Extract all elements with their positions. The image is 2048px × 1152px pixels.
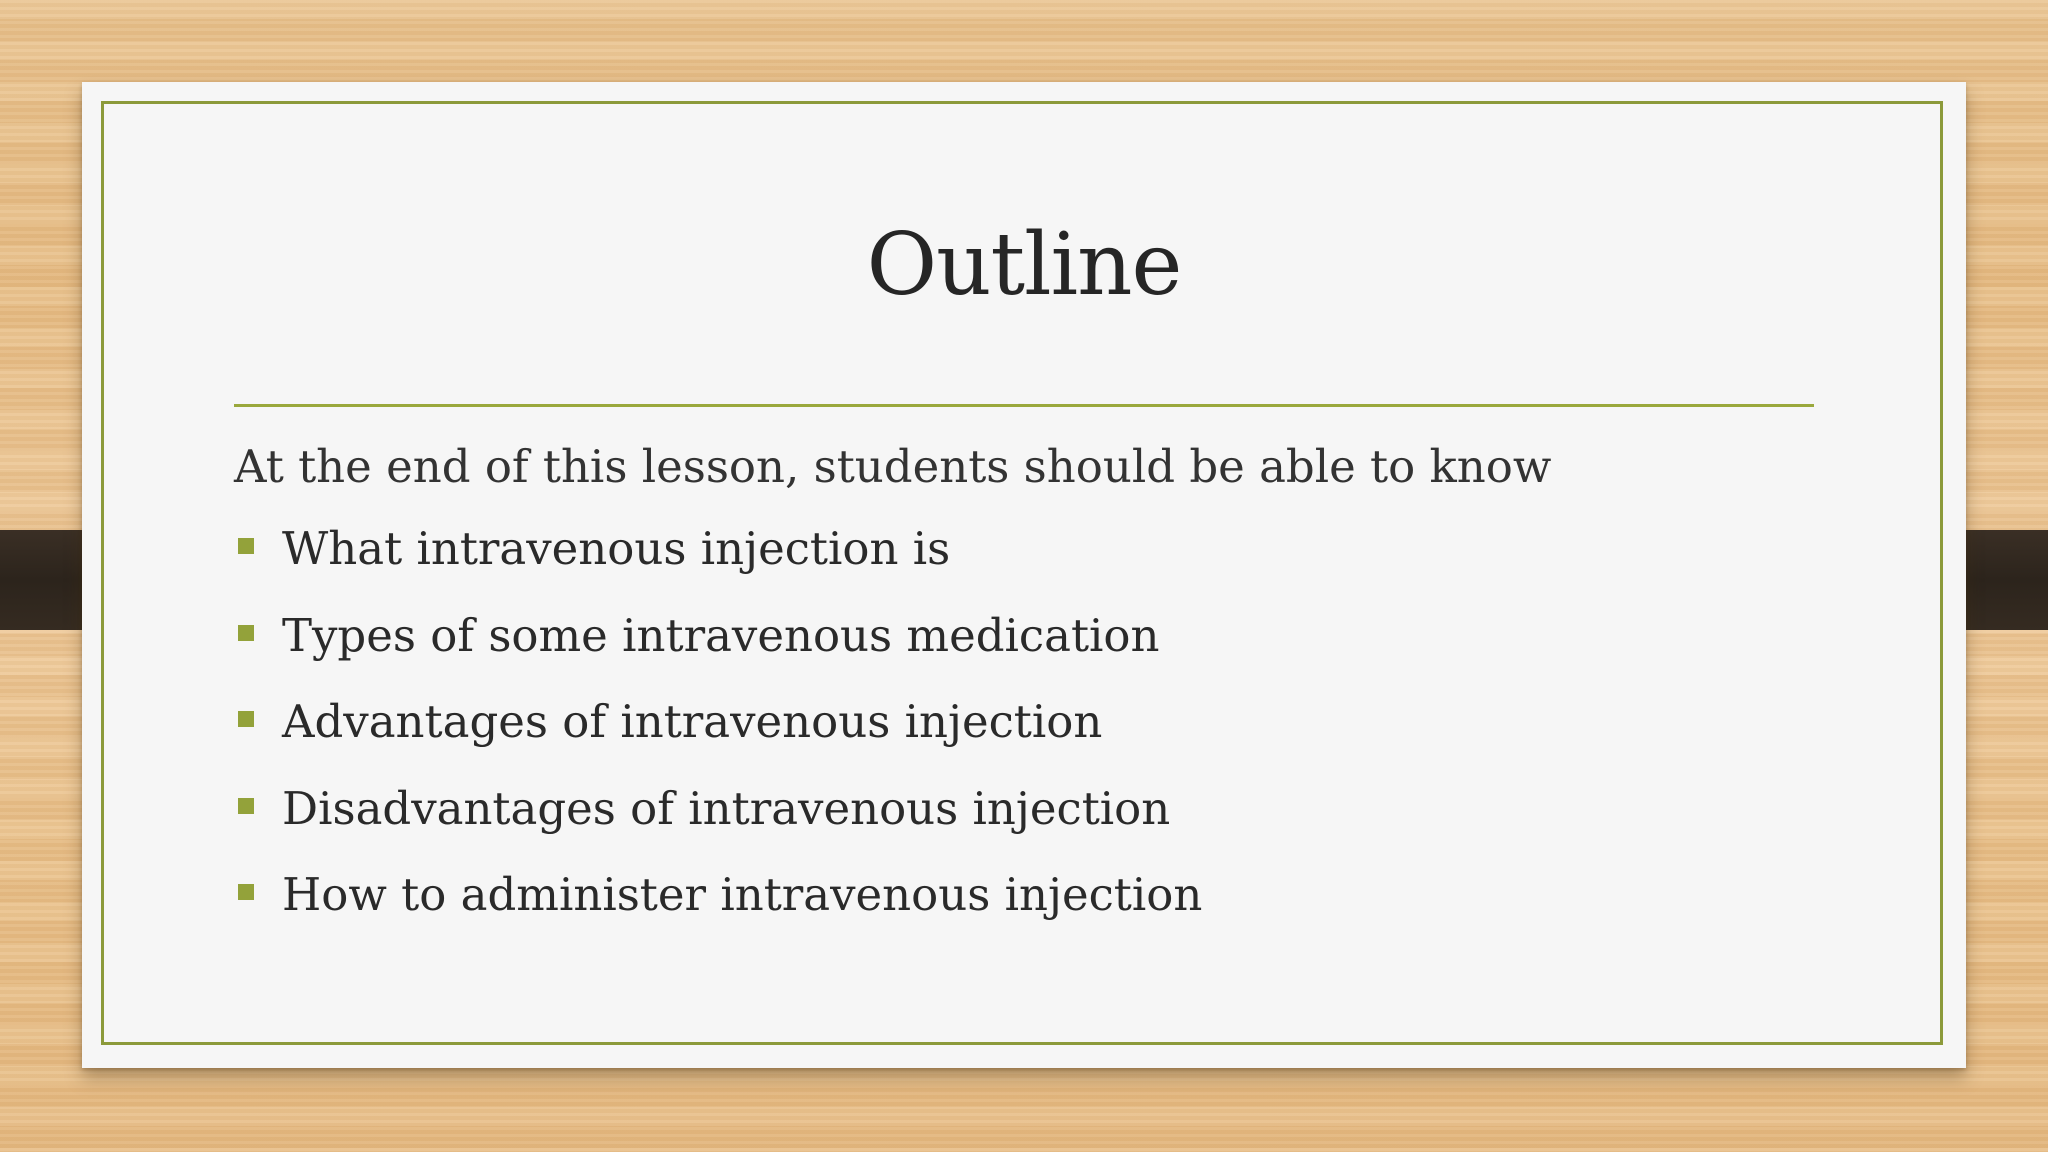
square-bullet-icon [238,538,254,554]
bullet-text: How to administer intravenous injection [282,868,1203,921]
square-bullet-icon [238,798,254,814]
intro-text: At the end of this lesson, students should be able to know [234,440,1552,493]
square-bullet-icon [238,625,254,641]
slide-paper [82,82,1966,1068]
slide-title: Outline [866,215,1182,315]
bullet-text: What intravenous injection is [282,522,951,575]
bullet-text: Disadvantages of intravenous injection [282,781,1171,835]
title-divider [234,404,1814,407]
bullet-text: Types of some intravenous medication [282,608,1160,662]
square-bullet-icon [238,884,254,900]
bullet-text: Advantages of intravenous injection [282,695,1103,748]
square-bullet-icon [238,711,254,727]
